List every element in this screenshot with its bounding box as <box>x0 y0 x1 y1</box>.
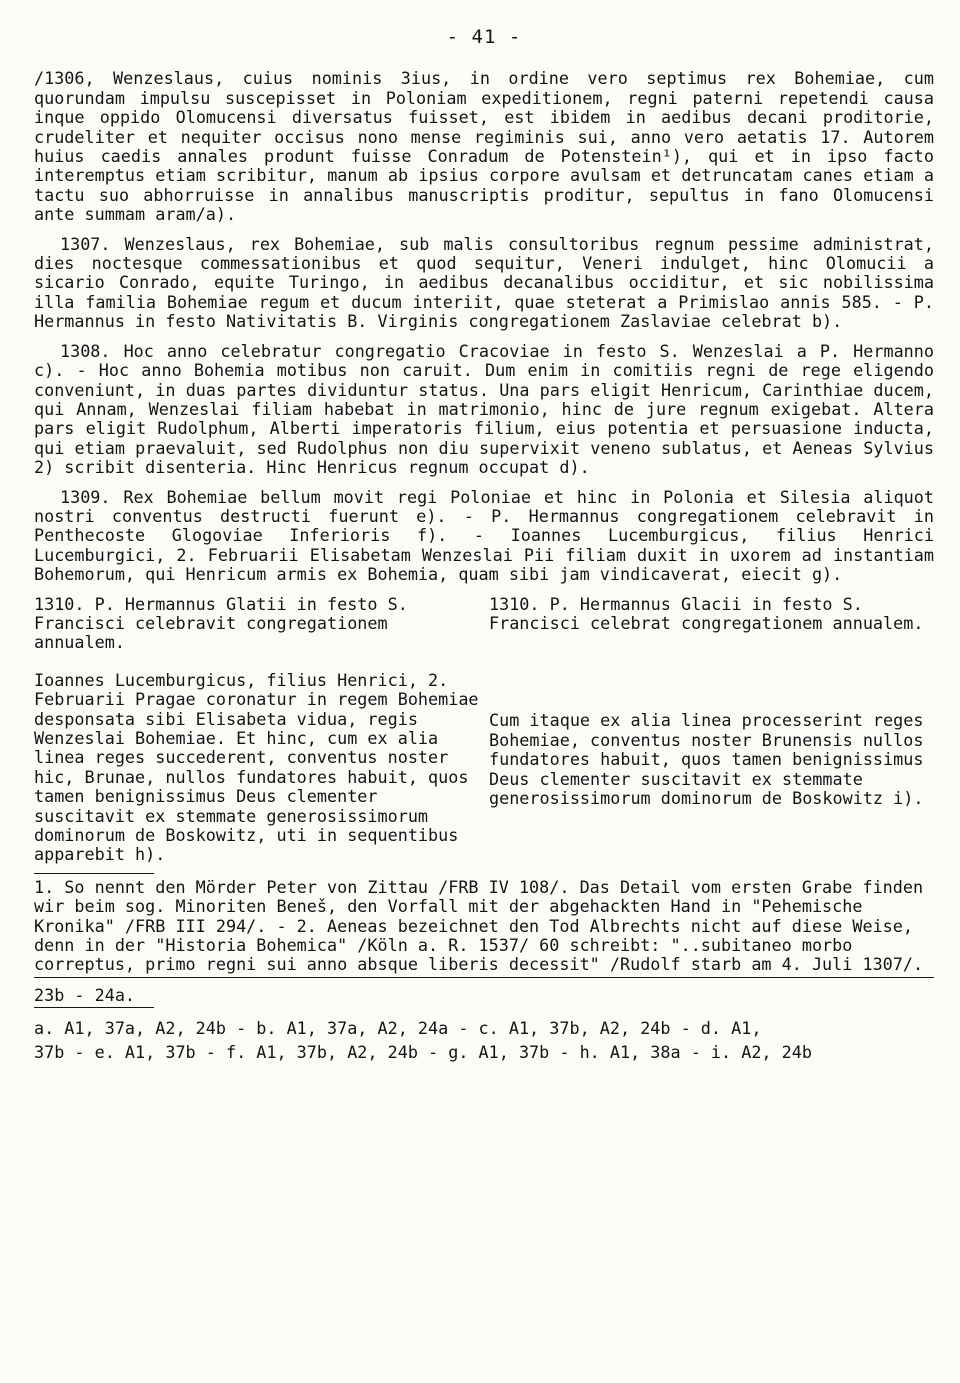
left-column <box>34 595 479 865</box>
entry-1309: 1309. Rex Bohemiae bellum movit regi Poloniae et hinc in Polonia et Silesia aliquot nostri conventus destructi fuerunt e). - P. Hermannus congregationem celebravit in Penthecoste Glogoviae Inferioris f). - Ioannes Lucemburgicus, filius Henrici Lucemburgici, 2. Februarii Elisabetam Wenzeslai Pii filiam duxit in uxorem ad instantiam Bohemorum, qui Henricum armis ex Bohemia, quam sibi jam vindicaverat, eiecit g). <box>34 486 934 585</box>
right-column <box>489 595 934 865</box>
right-entry-1310: 1310. P. Hermannus Glacii in festo S. Francisci celebrat congregationem annualem. <box>489 593 924 633</box>
entry-1306: /1306, Wenzeslaus, cuius nominis 3ius, in ordine vero septimus rex Bohemiae, cum quorundam impulsu suscepisset in Poloniam expeditionem, regni paterni repetendi causa inque oppido Olomucensi diversatus fuisset, est ibidem in aedibus decani proditorie, crudeliter et nequiter occisus nono mense regiminis sui, anno vero aetatis 17. Autorem huius caedis annales produnt fuisse Conradum de Potenstein¹), qui et in ipso facto interemptus etiam scribitur, manum ab ipsius corpore avulsam et detruncatam canes etiam a tactu suo abhorruisse in annalibus manuscriptis proditur, sepultus in fano Olomucensi ante summam aram/a). <box>34 68 934 225</box>
page-number: - 41 - <box>446 26 522 48</box>
right-entry-cum-itaque: Cum itaque ex alia linea processerint reges Bohemiae, conventus noster Brunensis nullos fundatores habuit, quos tamen benignissimus Deus clementer suscitavit ex stemmate generosissimorum dominorum de Boskowitz i). <box>489 710 924 808</box>
folio-rule <box>34 977 934 978</box>
left-entry-1310: 1310. P. Hermannus Glatii in festo S. Francisci celebravit congregationem annualem. <box>34 593 408 653</box>
left-entry-ioannes: Ioannes Lucemburgicus, filius Henrici, 2. Februarii Pragae coronatur in regem Bohemiae desponsata sibi Elisabeta vidua, regis Wenzeslai Bohemiae. Et hinc, cum ex alia linea reges succederent, conventus noster hic, Brunae, nullos fundatores habuit, quos tamen benignissimus Deus clementer suscitavit ex stemmate generosissimorum dominorum de Boskowitz, uti in sequentibus apparebit h). <box>34 669 479 865</box>
sigla-divider <box>34 1007 154 1008</box>
footnote-text: 1. So nennt den Mörder Peter von Zittau /FRB IV 108/. Das Detail vom ersten Grabe finden wir beim sog. Minoriten Beneš, den Vorfall mit der abgehackten Hand in "Pehemische Kronika" /FRB III 294/. - 2. Aeneas bezeichnet den Tod Albrechts nicht auf diese Weise, denn in der "Historia Bohemica" /Köln a. R. 1537/ 60 schreibt: "..subitaneo morbo correptus, primo regni sui anno absque liberis decessit" /Rudolf starb am 4. Juli 1307/. <box>34 876 924 975</box>
sigla-line-1: a. A1, 37a, A2, 24b - b. A1, 37a, A2, 24a - c. A1, 37b, A2, 24b - d. A1, <box>34 1018 762 1039</box>
parallel-columns <box>34 595 934 865</box>
folio-reference: 23b - 24a. <box>34 984 136 1005</box>
sigla-apparatus <box>34 1016 934 1064</box>
sigla-line-2: 37b - e. A1, 37b - f. A1, 37b, A2, 24b - g. A1, 37b - h. A1, 38a - i. A2, 24b <box>34 1042 812 1063</box>
notes-divider <box>34 873 154 874</box>
footnotes <box>34 878 934 1064</box>
entry-1308: 1308. Hoc anno celebratur congregatio Cracoviae in festo S. Wenzeslai a P. Hermanno c). - Hoc anno Bohemia motibus non caruit. Dum enim in comitiis regni de rege eligendo conveniunt, in duas partes dividuntur status. Una pars eligit Henricum, Carinthiae ducem, qui Annam, Wenzeslai filiam habebat in matrimonio, hinc de jure regnum exigebat. Altera pars eligit Rudolphum, Alberti imperatoris filium, eius potentia et persuasione inducta, qui etiam praevaluit, sed Rudolphus non diu supervixit veneno sublatus, et Aeneas Sylvius 2) scribit disenteria. Hinc Henricus regnum occupat d). <box>34 340 934 478</box>
entry-1307: 1307. Wenzeslaus, rex Bohemiae, sub malis consultoribus regnum pessime administrat, dies noctesque commessationibus et quod sequitur, Veneri indulget, hinc Olomucii a sicario Conrado, equite Turingo, in aedibus decanalibus occiditur, et sic nobilissima illa familia Bohemiae regum et ducum interiit, quae steterat a Primislao annis 585. - P. Hermannus in festo Nativitatis B. Virginis congregationem Zaslaviae celebrat b). <box>34 233 934 332</box>
